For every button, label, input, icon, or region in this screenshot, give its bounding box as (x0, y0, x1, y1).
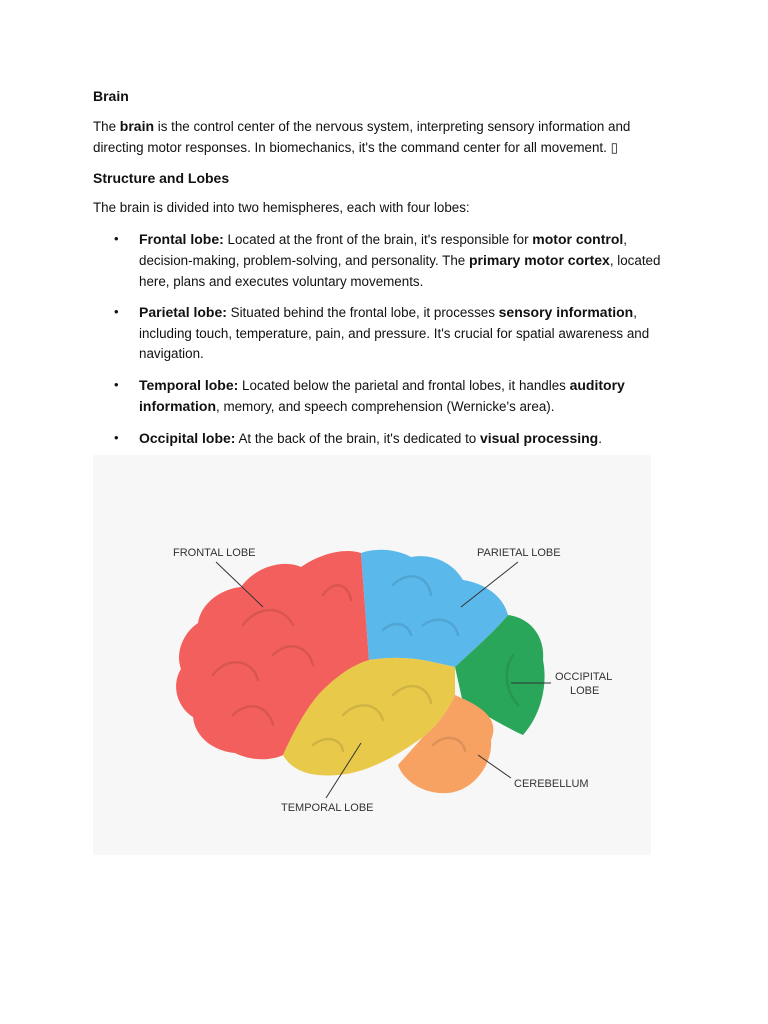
bullet-icon: • (114, 429, 119, 445)
brain-lobes-diagram (93, 455, 651, 855)
list-item-temporal: • Temporal lobe: Located below the parietal and frontal lobes, it handles auditory information, memory, and speech comprehension (Wernicke's area). (114, 376, 625, 414)
bullet-icon: • (114, 376, 119, 392)
document-body (93, 86, 673, 459)
list-item-frontal: • Frontal lobe: Located at the front of the brain, it's responsible for motor control, decision-making, problem-solving, and personality. The primary motor cortex, located here, plans and executes voluntary movements. (114, 230, 661, 289)
lobe-list (93, 229, 673, 450)
occipital-lobe-label-line2: LOBE (570, 685, 600, 697)
section-title: Structure and Lobes (93, 170, 230, 186)
intro-paragraph: The brain is the control center of the nervous system, interpreting sensory information and directing motor responses. In biomechanics, it's the command center for all movement. ▯ (93, 118, 631, 155)
section-intro: The brain is divided into two hemispheres, each with four lobes: (93, 200, 470, 215)
list-item-occipital: • Occipital lobe: At the back of the brain, it's dedicated to visual processing. (93, 428, 673, 450)
brain-term: brain (119, 118, 155, 134)
frontal-lobe-label: FRONTAL LOBE (173, 547, 256, 559)
bullet-icon: • (114, 304, 119, 319)
parietal-lobe-label: PARIETAL LOBE (477, 547, 561, 559)
cerebellum-label: CEREBELLUM (514, 778, 589, 790)
doc-title: Brain (93, 88, 129, 104)
temporal-lobe-label: TEMPORAL LOBE (281, 802, 374, 814)
occipital-lobe-label-line1: OCCIPITAL (555, 671, 613, 683)
brain-svg (93, 455, 651, 855)
list-item-parietal: • Parietal lobe: Situated behind the frontal lobe, it processes sensory information, including touch, temperature, pain, and pressure. It's crucial for spatial awareness and navigation. (114, 304, 650, 361)
bullet-icon: • (114, 230, 119, 246)
